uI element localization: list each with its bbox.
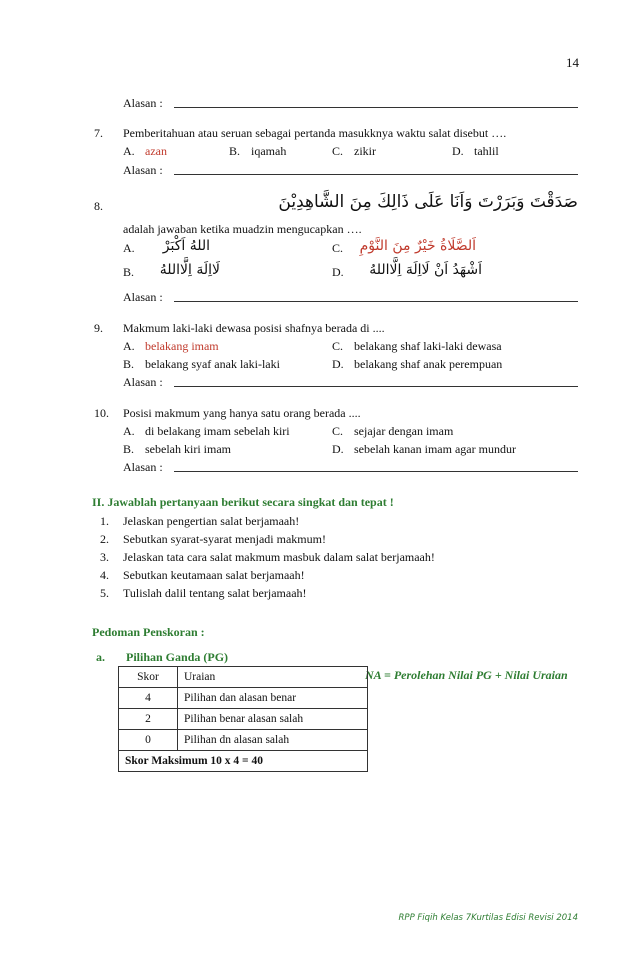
q8-option-d[interactable]: اَشْهَدُ اَنْ لَااِلَهَ اِلَّااللهُ (369, 262, 482, 278)
q10-option-c-letter: C. (332, 424, 344, 438)
essay-1-text: Jelaskan pengertian salat berjamaah! (123, 514, 300, 528)
q8-option-c-letter: C. (332, 241, 344, 255)
q9-option-b-letter: B. (123, 357, 135, 371)
q10-option-a-letter: A. (123, 424, 135, 438)
q8-option-a[interactable]: اللهُ اَكْبَرْ (162, 238, 210, 254)
header-uraian: Uraian (178, 667, 368, 688)
essay-5-number: 5. (100, 586, 109, 600)
q8-option-a-letter: A. (123, 241, 135, 255)
q8-option-b-letter: B. (123, 265, 135, 279)
q8-alasan-line[interactable] (174, 301, 578, 302)
q7-option-c-letter: C. (332, 144, 344, 158)
q7-alasan-label: Alasan : (123, 163, 163, 177)
table-row (119, 688, 368, 709)
q8-number: 8. (94, 199, 103, 213)
q10-number: 10. (94, 406, 109, 420)
essay-2-text: Sebutkan syarat-syarat menjadi makmum! (123, 532, 326, 546)
q10-alasan-label: Alasan : (123, 460, 163, 474)
q9-option-a-letter: A. (123, 339, 135, 353)
q7-alasan-line[interactable] (174, 174, 578, 175)
q7-option-d-letter: D. (452, 144, 464, 158)
q8-arabic-phrase: صَدَقْتَ وَبَرَرْتَ وَاَنَا عَلَى ذَالِكَ مِنَ الشَّاهِدِيْنَ (278, 192, 578, 212)
row-uraian: Pilihan dn alasan salah (178, 730, 368, 751)
q10-option-d-letter: D. (332, 442, 344, 456)
q9-option-d[interactable]: belakang shaf anak perempuan (354, 357, 503, 371)
q8-alasan-label: Alasan : (123, 290, 163, 304)
scoring-sub-title: Pilihan Ganda (PG) (126, 650, 229, 664)
score-table (118, 666, 368, 772)
q9-option-a[interactable]: belakang imam (145, 339, 219, 353)
essay-4-number: 4. (100, 568, 109, 582)
q10-option-b-letter: B. (123, 442, 135, 456)
essay-3-number: 3. (100, 550, 109, 564)
q7-option-c[interactable]: zikir (354, 144, 376, 158)
footer-text: RPP Fiqih Kelas 7Kurtilas Edisi Revisi 2014 (398, 913, 578, 923)
q10-option-c[interactable]: sejajar dengan imam (354, 424, 454, 438)
q9-alasan-line[interactable] (174, 386, 578, 387)
row-uraian: Pilihan benar alasan salah (178, 709, 368, 730)
q10-option-b[interactable]: sebelah kiri imam (145, 442, 231, 456)
scoring-heading: Pedoman Penskoran : (92, 625, 205, 639)
section-2-heading: II. Jawablah pertanyaan berikut secara singkat dan tepat ! (92, 495, 394, 509)
header-skor: Skor (119, 667, 178, 688)
row-uraian: Pilihan dan alasan benar (178, 688, 368, 709)
row-skor: 4 (119, 688, 178, 709)
q9-option-d-letter: D. (332, 357, 344, 371)
q6-alasan-label: Alasan : (123, 96, 163, 110)
q7-option-d[interactable]: tahlil (474, 144, 499, 158)
essay-3-text: Jelaskan tata cara salat makmum masbuk dalam salat berjamaah! (123, 550, 435, 564)
page-number: 14 (566, 55, 579, 70)
q7-option-a[interactable]: azan (145, 144, 167, 158)
score-max-row (119, 751, 368, 772)
q8-question: adalah jawaban ketika muadzin mengucapkan …. (123, 222, 362, 236)
q7-number: 7. (94, 126, 103, 140)
q8-option-c[interactable]: اَلصَّلَاةُ خَيْرٌ مِنَ النَّوْمِ (359, 238, 476, 254)
essay-4-text: Sebutkan keutamaan salat berjamaah! (123, 568, 305, 582)
score-max: Skor Maksimum 10 x 4 = 40 (119, 751, 368, 772)
essay-1-number: 1. (100, 514, 109, 528)
q7-option-a-letter: A. (123, 144, 135, 158)
q9-alasan-label: Alasan : (123, 375, 163, 389)
q10-option-a[interactable]: di belakang imam sebelah kiri (145, 424, 290, 438)
q10-option-d[interactable]: sebelah kanan imam agar mundur (354, 442, 516, 456)
q9-option-c-letter: C. (332, 339, 344, 353)
q10-alasan-line[interactable] (174, 471, 578, 472)
row-skor: 2 (119, 709, 178, 730)
q7-question: Pemberitahuan atau seruan sebagai pertanda masukknya waktu salat disebut …. (123, 126, 507, 140)
essay-2-number: 2. (100, 532, 109, 546)
scoring-sub-letter: a. (96, 650, 105, 664)
row-skor: 0 (119, 730, 178, 751)
score-table-header (119, 667, 368, 688)
q9-question: Makmum laki-laki dewasa posisi shafnya berada di .... (123, 321, 385, 335)
q9-option-c[interactable]: belakang shaf laki-laki dewasa (354, 339, 502, 353)
q7-option-b-letter: B. (229, 144, 241, 158)
q7-option-b[interactable]: iqamah (251, 144, 287, 158)
q8-option-d-letter: D. (332, 265, 344, 279)
table-row (119, 709, 368, 730)
essay-5-text: Tulislah dalil tentang salat berjamaah! (123, 586, 307, 600)
q8-option-b[interactable]: لَااِلَهَ اِلَّااللهُ (159, 262, 220, 278)
table-row (119, 730, 368, 751)
q10-question: Posisi makmum yang hanya satu orang berada .... (123, 406, 361, 420)
q9-number: 9. (94, 321, 103, 335)
q6-alasan-line[interactable] (174, 107, 578, 108)
q9-option-b[interactable]: belakang syaf anak laki-laki (145, 357, 280, 371)
score-formula: NA = Perolehan Nilai PG + Nilai Uraian (365, 668, 568, 682)
